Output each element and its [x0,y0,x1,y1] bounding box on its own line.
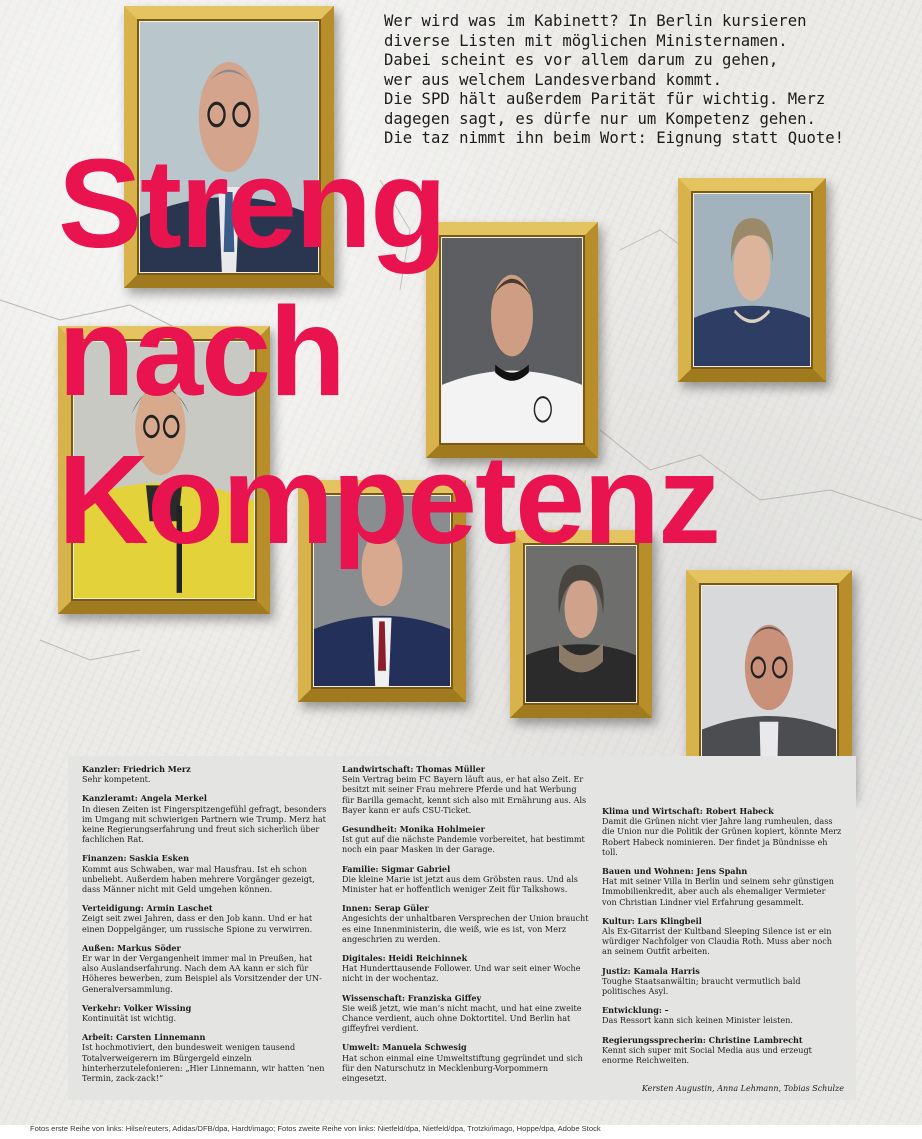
entry-title: Kanzler: Friedrich Merz [82,764,191,774]
cabinet-list-panel [68,756,856,1100]
intro-text [384,12,904,149]
entry-title: Regierungssprecherin: Christine Lambrecht [602,1034,803,1045]
cabinet-entry [82,1032,328,1083]
entry-text: Kommt aus Schwaben, war mal Hausfrau. Ist eh schon unbeliebt. Außerdem haben mehrere Vorgänger gezeigt, dass Männer nicht mit Geld umgehen können. [82,863,315,895]
cabinet-entry [602,866,842,907]
entry-title: Justiz: Kamala Harris [602,965,700,976]
entry-title: Klima und Wirtschaft: Robert Habeck [602,806,774,816]
column-left [82,764,328,1092]
entry-text: Damit die Grünen nicht vier Jahre lang rumheulen, dass die Union nur die Politik der Grünen kopiert, könnte Merz Robert Habeck nominieren. Der findet ja Bündnisse eh toll. [602,816,842,857]
intro-line: Wer wird was im Kabinett? In Berlin kursieren [384,12,807,30]
cabinet-entry [602,916,842,957]
headline-line: Kompetenz [58,429,720,570]
entry-title: Digitales: Heidi Reichinnek [342,953,468,964]
entry-text: Hat schon einmal eine Umweltstiftung gegründet und sich für den Naturschutz in Mecklenburg-Vorpommern eingesetzt. [342,1052,583,1084]
cabinet-entry [82,1003,328,1023]
entry-title: Kultur: Lars Klingbeil [602,915,702,926]
entry-text: Ist hochmotiviert, den bundesweit wenigen tausend Totalverweigerern im Bürgergeld einzeln hinterherzutelefonieren: „Hier Linnemann, wir hatten ’nen Termin, zack-zack!“ [82,1042,325,1084]
entry-text: Hat mit seiner Villa in Berlin und seinem sehr günstigen Immobilienkredit, aber auch als ehemaliger Vermieter von Christian Lindner viel Erfahrung gesammelt. [602,876,834,907]
cabinet-entry [602,1005,842,1025]
entry-title: Landwirtschaft: Thomas Müller [342,764,486,774]
cabinet-entry [342,1042,590,1083]
entry-text: Angesichts der unhaltbaren Versprechen der Union braucht es eine Innenministerin, die weiß, wie es ist, von Merz angeschrien zu werden. [342,913,589,944]
entry-title: Entwicklung: – [602,1005,669,1016]
cabinet-entry [342,864,590,895]
entry-title: Bauen und Wohnen: Jens Spahn [602,866,748,877]
entry-text: Sehr kompetent. [82,774,151,785]
column-middle [342,764,590,1092]
intro-line: wer aus welchem Landesverband kommt. [384,70,722,89]
headline [58,130,719,574]
entry-text: In diesen Zeiten ist Fingerspitzengefühl gefragt, besonders im Umgang mit schwierigen Partnern wie Trump. Merz hat keine Regierungserfahrung und freut sich sicherlich über fachlichen Rat. [82,803,327,845]
entry-text: Kennt sich super mit Social Media aus und erzeugt enorme Reichweiten. [602,1044,812,1066]
entry-title: Außen: Markus Söder [82,942,181,953]
entry-text: Das Ressort kann sich keinen Minister leisten. [602,1015,793,1026]
entry-text: Toughe Staatsanwältin; braucht vermutlich bald politisches Asyl. [602,975,801,997]
cabinet-entry [82,943,328,994]
cabinet-entry [82,853,328,894]
entry-text: Hat Hunderttausende Follower. Und war seit einer Woche nicht in der wochentaz. [342,963,581,984]
authors-byline: Kersten Augustin, Anna Lehmann, Tobias Schulze [641,1084,844,1093]
cabinet-entry [342,993,590,1034]
cabinet-entry [602,966,842,997]
entry-title: Innen: Serap Güler [342,903,429,914]
entry-text: Ist gut auf die nächste Pandemie vorbereitet, hat bestimmt noch ein paar Masken in der Garage. [342,834,585,855]
intro-line: diverse Listen mit möglichen Ministernamen. [384,31,788,50]
headline-line: Streng [58,133,446,274]
entry-title: Familie: Sigmar Gabriel [342,863,451,874]
intro-line: Dabei scheint es vor allem darum zu gehen, [384,51,779,69]
intro-line: dagegen sagt, es dürfe nur um Kompetenz gehen. [384,109,816,128]
intro-line: Die taz nimmt ihn beim Wort: Eignung statt Quote! [384,129,845,147]
cabinet-entry [342,953,590,984]
cabinet-entry [602,1035,842,1066]
entry-text: Sie weiß jetzt, wie man’s nicht macht, und hat eine zweite Chance verdient, auch ohne Doktortitel. Und Berlin hat giffeyfrei verdient. [342,1002,582,1034]
cabinet-entry [342,903,590,944]
cabinet-entry [82,764,328,784]
cabinet-entry [82,793,328,844]
entry-text: Sein Vertrag beim FC Bayern läuft aus, er hat also Zeit. Er besitzt mit seiner Frau mehrere Pferde und hat Werbung für Barilla gemacht, kennt sich also mit Ernährung aus. Als Bayer kann er aufs CSU-Ticket. [342,774,587,815]
entry-text: Als Ex-Gitarrist der Kultband Sleeping Silence ist er ein würdiger Nachfolger von Claudia Roth. Muss aber noch an seinem Outfit arbeiten. [602,926,832,957]
cabinet-entry [602,806,842,857]
entry-text: Er war in der Vergangenheit immer mal in Preußen, hat also Auslandserfahrung. Nach dem AA kann er sich für Höheres bewerben, zum Beispiel als Vorsitzender der UN-Generalversammlung. [82,953,322,994]
entry-text: Zeigt seit zwei Jahren, dass er den Job kann. Und er hat einen Doppelgänger, um russische Spione zu verwirren. [82,913,313,934]
entry-title: Finanzen: Saskia Esken [82,853,190,864]
cabinet-entry [82,903,328,934]
column-right [602,806,842,1074]
cabinet-entry [342,824,590,855]
cabinet-entry [342,764,590,815]
headline-line: nach [58,281,345,422]
intro-line: Die SPD hält außerdem Parität für wichtig. Merz [384,90,826,108]
entry-text: Kontinuität ist wichtig. [82,1013,177,1024]
entry-title: Arbeit: Carsten Linnemann [82,1032,206,1043]
entry-title: Wissenschaft: Franziska Giffey [342,992,482,1003]
entry-text: Die kleine Marie ist jetzt aus dem Gröbsten raus. Und als Minister hat er hoffentlich weniger Zeit für Talkshows. [342,873,578,895]
photo-credits: Fotos erste Reihe von links: Hilse/reuters, Adidas/DFB/dpa, Hardt/imago; Fotos zweite Reihe von links: Nietfeld/dpa, Nietfeld/dpa, Trotzki/imago, Hoppe/dpa, Adobe Stock [30,1124,601,1133]
entry-title: Verkehr: Volker Wissing [82,1002,192,1013]
entry-title: Umwelt: Manuela Schwesig [342,1042,467,1053]
entry-title: Gesundheit: Monika Hohlmeier [342,824,485,835]
portrait-habeck [702,586,836,780]
entry-title: Verteidigung: Armin Laschet [82,903,213,914]
entry-title: Kanzleramt: Angela Merkel [82,793,207,804]
